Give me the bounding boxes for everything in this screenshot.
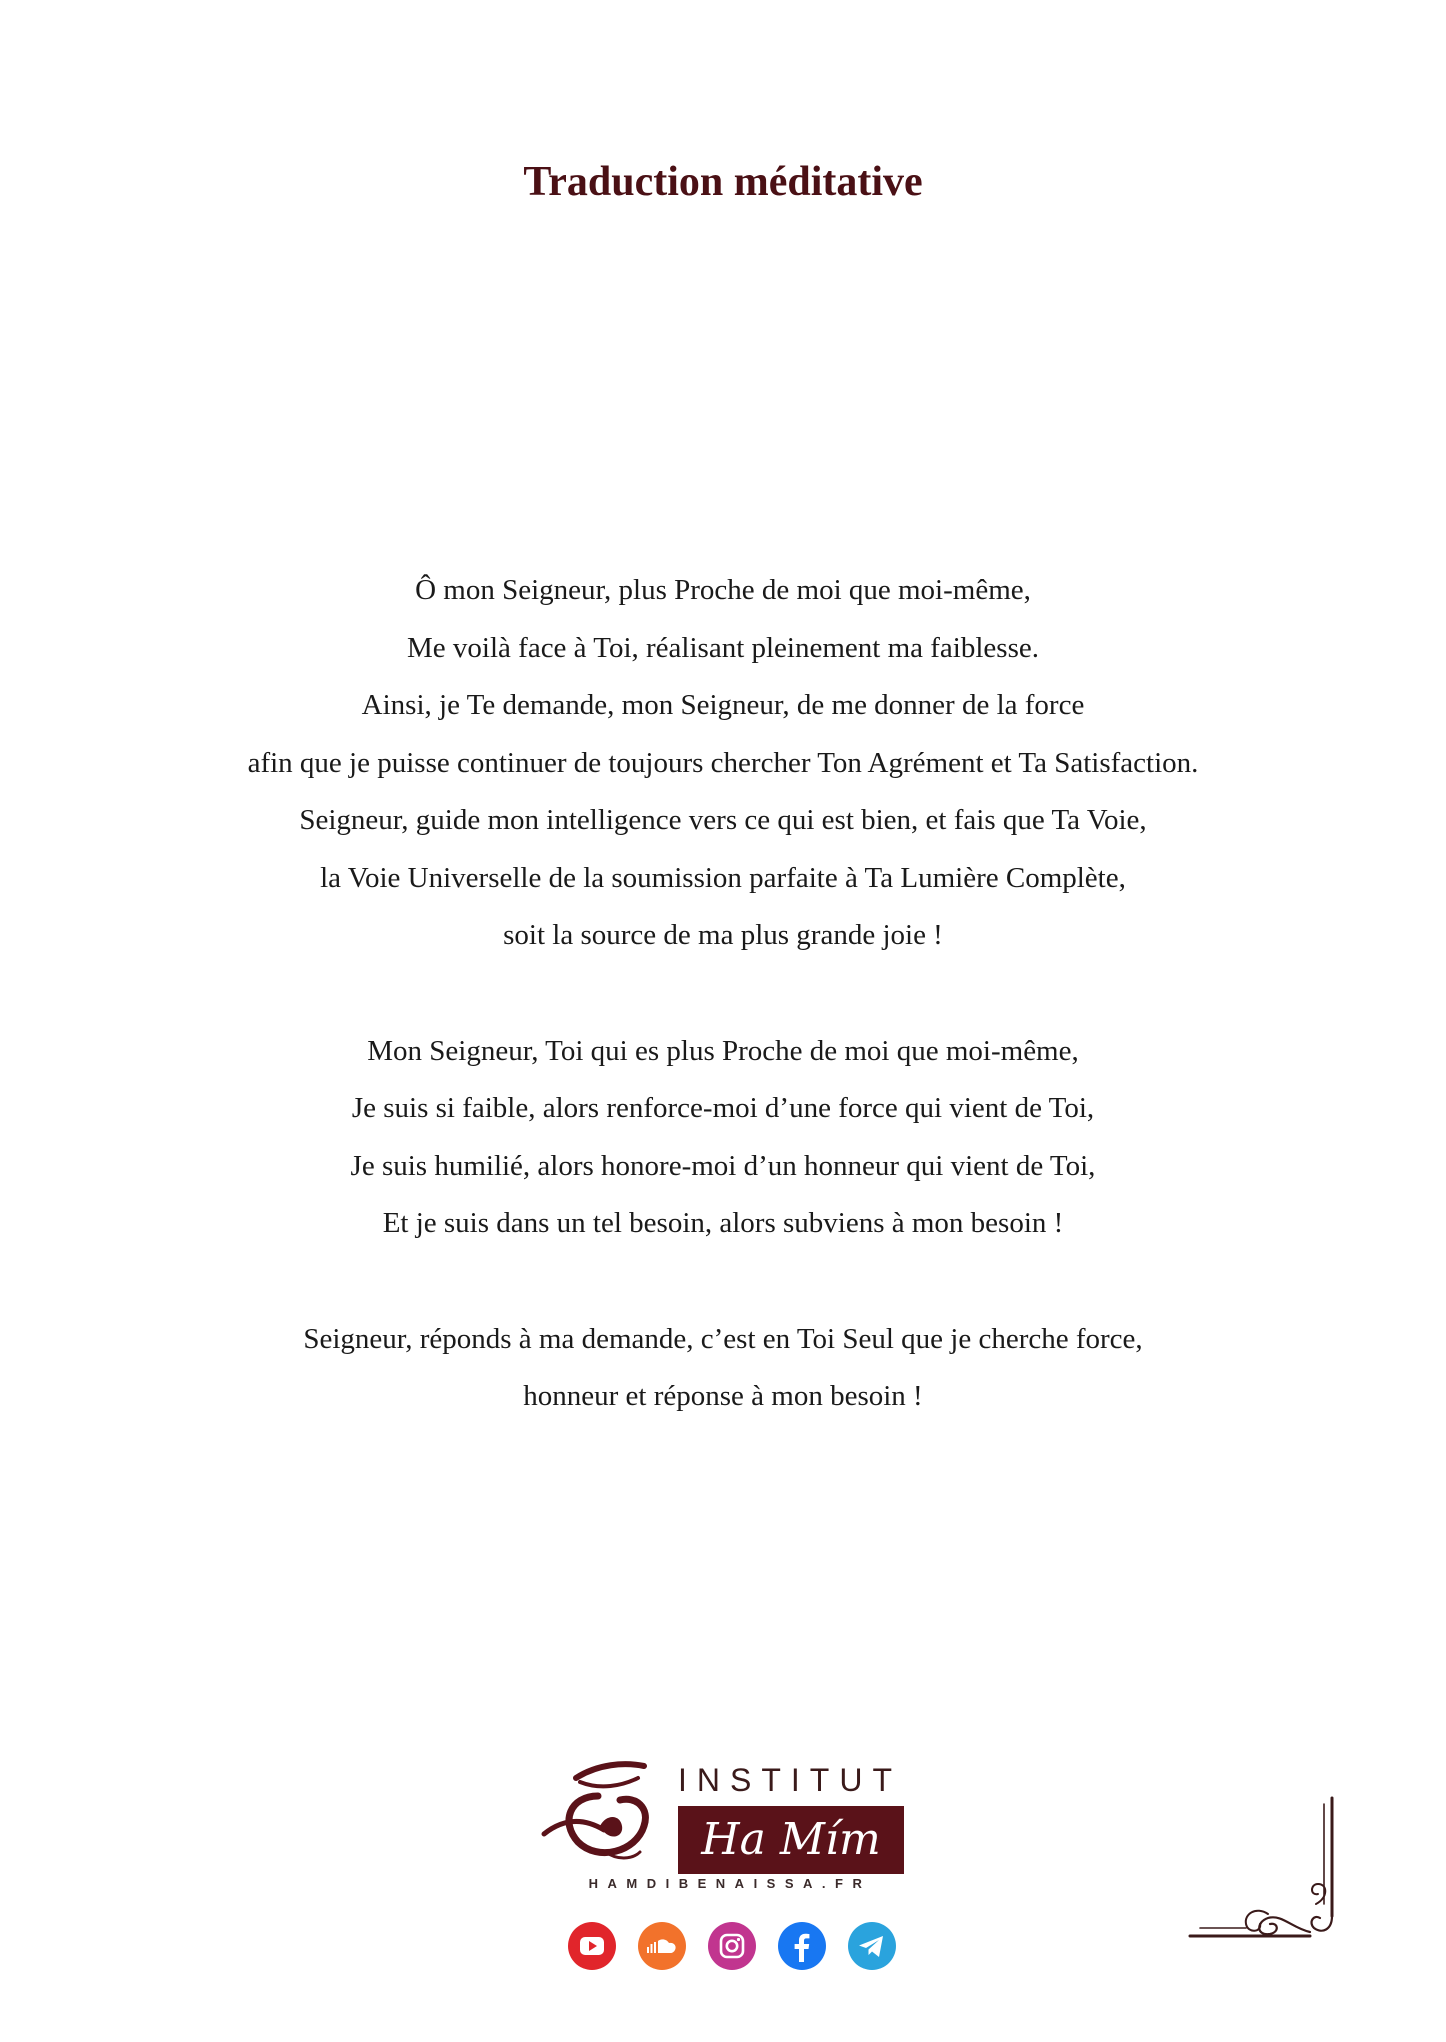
soundcloud-icon[interactable] xyxy=(638,1922,686,1970)
instagram-icon[interactable] xyxy=(708,1922,756,1970)
facebook-icon[interactable] xyxy=(778,1922,826,1970)
page-title: Traduction méditative xyxy=(523,159,923,205)
poem-line: la Voie Universelle de la soumission parfaite à Ta Lumière Complète, xyxy=(320,861,1126,894)
youtube-icon[interactable] xyxy=(568,1922,616,1970)
telegram-icon[interactable] xyxy=(848,1922,896,1970)
social-links xyxy=(568,1922,896,1974)
institut-logo[interactable] xyxy=(540,1756,910,1896)
poem-line: Mon Seigneur, Toi qui es plus Proche de moi que moi-même, xyxy=(367,1034,1079,1067)
website-link[interactable]: HAMDIBENAISSA.FR xyxy=(588,1876,872,1891)
corner-ornament-icon xyxy=(1184,1796,1344,1940)
stanza-1 xyxy=(0,562,1446,965)
poem-line: Ainsi, je Te demande, mon Seigneur, de me donner de la force xyxy=(361,689,1085,721)
poem-text xyxy=(0,562,1446,1484)
poem-line: soit la source de ma plus grande joie ! xyxy=(503,919,943,951)
poem-line: Me voilà face à Toi, réalisant pleinement ma faiblesse. xyxy=(407,631,1039,664)
logo-name-text: Ha Mím xyxy=(678,1806,904,1874)
poem-line: afin que je puisse continuer de toujours chercher Ton Agrément et Ta Satisfaction. xyxy=(247,746,1199,779)
poem-line: honneur et réponse à mon besoin ! xyxy=(523,1380,923,1412)
stanza-2 xyxy=(0,1023,1446,1253)
poem-line: Seigneur, guide mon intelligence vers ce qui est bien, et fais que Ta Voie, xyxy=(299,804,1147,836)
poem-line: Et je suis dans un tel besoin, alors subviens à mon besoin ! xyxy=(382,1207,1064,1239)
calligraphy-logo-icon xyxy=(540,1756,670,1876)
poem-line: Ô mon Seigneur, plus Proche de moi que moi-même, xyxy=(415,574,1031,606)
poem-line: Je suis si faible, alors renforce-moi d’une force qui vient de Toi, xyxy=(351,1092,1095,1124)
poem-line: Seigneur, réponds à ma demande, c’est en Toi Seul que je cherche force, xyxy=(303,1322,1143,1355)
poem-line: Je suis humilié, alors honore-moi d’un honneur qui vient de Toi, xyxy=(350,1149,1096,1182)
stanza-3 xyxy=(0,1311,1446,1426)
logo-institut-text: INSTITUT xyxy=(678,1762,902,1798)
